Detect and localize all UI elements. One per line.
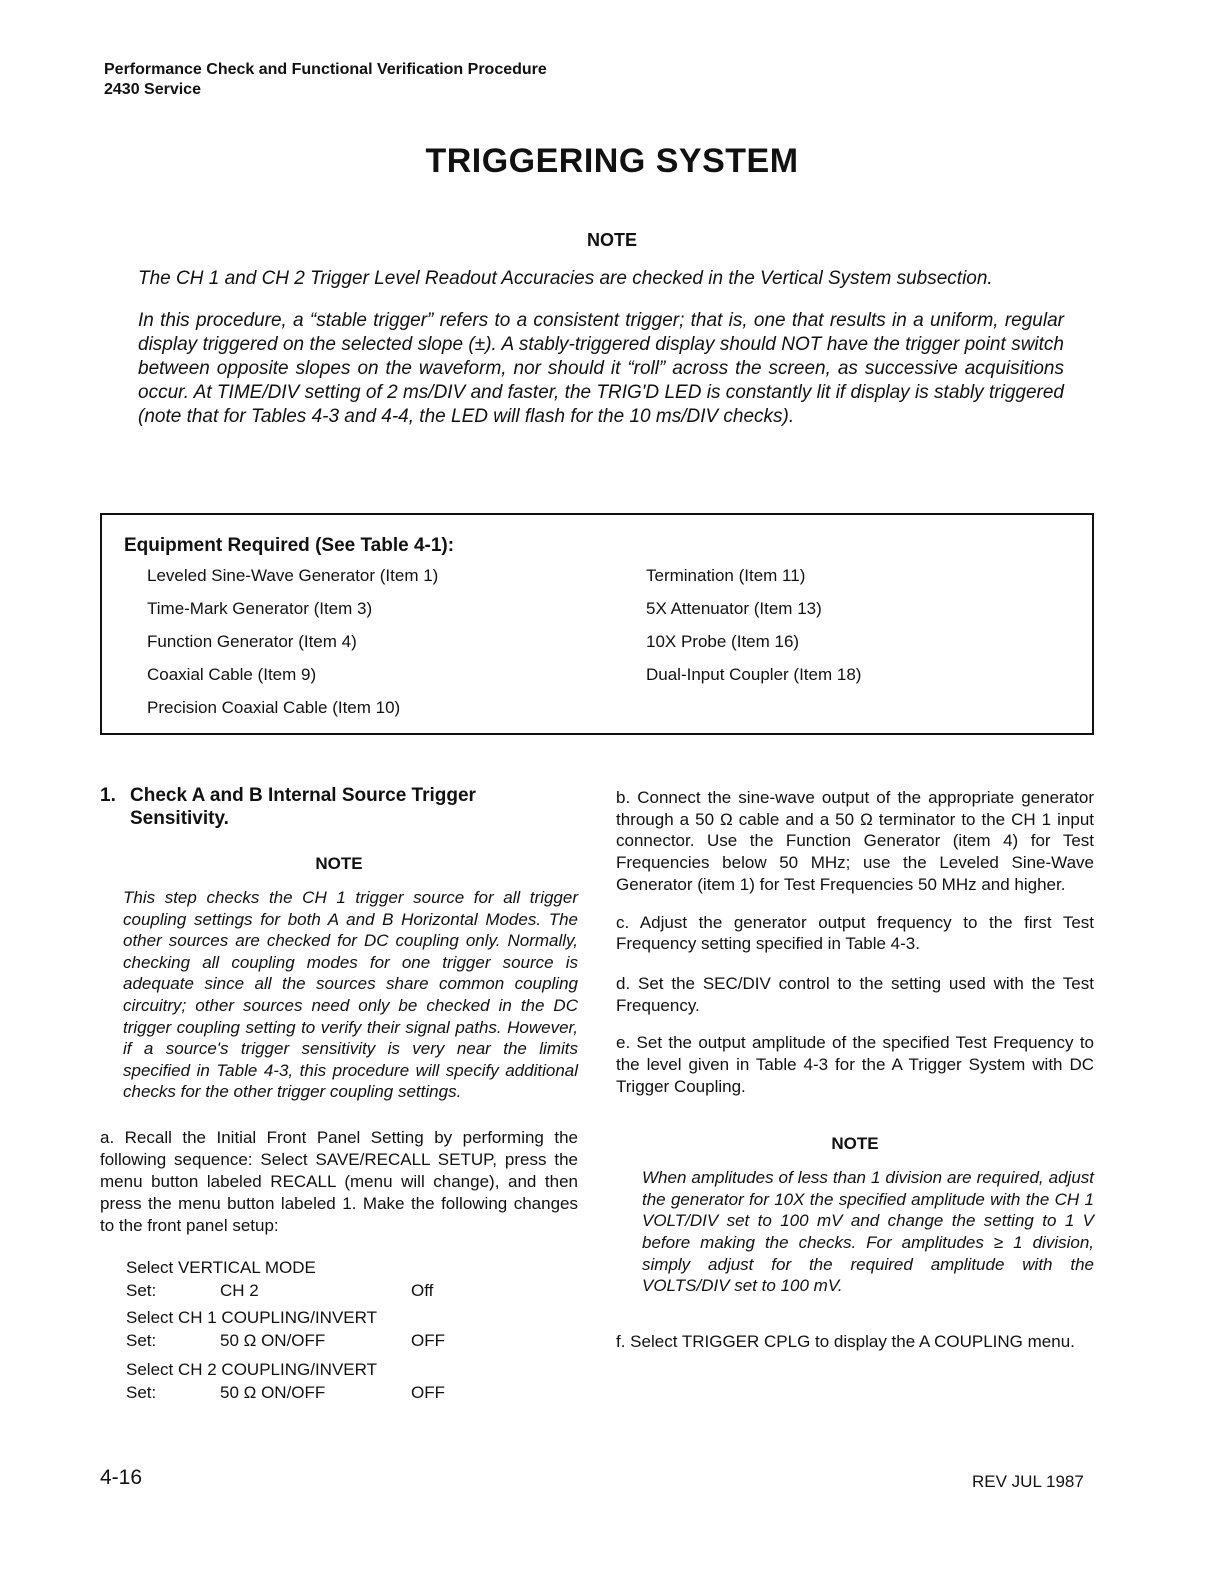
set-value: Off bbox=[411, 1280, 434, 1300]
note-body bbox=[138, 267, 1064, 447]
revision-date: REV JUL 1987 bbox=[972, 1472, 1084, 1491]
equipment-item: Termination (Item 11) bbox=[646, 566, 806, 585]
step-e: e. Set the output amplitude of the specified Test Frequency to the level given in Table 4-3 for the A Trigger System with DC Trigger Coupling. bbox=[616, 1033, 1094, 1096]
right-column bbox=[616, 787, 1094, 1352]
setup-row-1 bbox=[126, 1279, 578, 1302]
equipment-item: Function Generator (Item 4) bbox=[147, 632, 357, 651]
equipment-item: 5X Attenuator (Item 13) bbox=[646, 599, 822, 618]
step-d: d. Set the SEC/DIV control to the setting used with the Test Frequency. bbox=[616, 973, 1094, 1015]
step-b: b. Connect the sine-wave output of the appropriate generator through a 50 Ω cable and a 50 Ω terminator to the CH 1 input connector. Use the Function Generator (item 4) for Test Frequencies below 50 MHz; use the Leveled Sine-Wave Generator (item 1) for Test Frequencies 50 MHz and higher. bbox=[616, 788, 1094, 894]
note-paragraph-2: In this procedure, a “stable trigger” refers to a consistent trigger; that is, one that results in a uniform, regular display triggered on the selected slope (±). A stably-triggered display should NOT have the trigger point switch between opposite slopes on the waveform, nor should it “roll” across the screen, as successive acquisitions occur. At TIME/DIV setting of 2 ms/DIV and faster, the TRIG'D LED is constantly lit if display is stably triggered (note that for Tables 4-3 and 4-4, the LED will flash for the 10 ms/DIV checks). bbox=[138, 310, 1064, 427]
setup-select-2: Select CH 1 COUPLING/INVERT bbox=[126, 1307, 377, 1327]
step-1-heading bbox=[100, 784, 578, 830]
equipment-box bbox=[100, 513, 1094, 735]
page-number: 4-16 bbox=[100, 1466, 143, 1489]
step-a: a. Recall the Initial Front Panel Setting by performing the following sequence: Select SAVE/RECALL SETUP, press the menu button labeled RECALL (menu will change), and then press the menu button labeled 1. Make the following changes to the front panel setup: bbox=[100, 1127, 578, 1235]
step-note-body: This step checks the CH 1 trigger source for all trigger coupling settings for both A and B Horizontal Modes. The other sources are checked for DC coupling only. Normally, checking all coupling modes for one trigger source is adequate since all the sources share common coupling circuitry; other sources need only be checked in the DC trigger coupling setting to verify their signal paths. However, if a source's trigger sensitivity is very near the limits specified in Table 4-3, this procedure will specify additional checks for the other trigger coupling settings. bbox=[123, 888, 578, 1102]
step-title-text: Check A and B Internal Source Trigger Sensitivity. bbox=[130, 785, 476, 829]
setup-changes bbox=[126, 1256, 578, 1404]
note-paragraph-1: The CH 1 and CH 2 Trigger Level Readout Accuracies are checked in the Vertical System subsection. bbox=[138, 268, 993, 289]
page-title: TRIGGERING SYSTEM bbox=[425, 142, 799, 180]
equipment-item: Dual-Input Coupler (Item 18) bbox=[646, 665, 862, 684]
set-value: OFF bbox=[411, 1330, 445, 1350]
setup-select-3: Select CH 2 COUPLING/INVERT bbox=[126, 1359, 377, 1379]
set-item: CH 2 bbox=[220, 1280, 259, 1300]
set-label: Set: bbox=[126, 1382, 157, 1402]
step-f: f. Select TRIGGER CPLG to display the A COUPLING menu. bbox=[616, 1331, 1075, 1351]
running-header bbox=[104, 60, 547, 100]
equipment-left-column bbox=[147, 566, 438, 731]
equipment-item: Coaxial Cable (Item 9) bbox=[147, 665, 317, 684]
set-label: Set: bbox=[126, 1330, 157, 1350]
set-label: Set: bbox=[126, 1280, 157, 1300]
set-item: 50 Ω ON/OFF bbox=[220, 1382, 326, 1402]
step-note-2-heading: NOTE bbox=[831, 1134, 879, 1154]
setup-select-1: Select VERTICAL MODE bbox=[126, 1257, 316, 1277]
step-note-2-body: When amplitudes of less than 1 division are required, adjust the generator for 10X the specified amplitude with the CH 1 VOLT/DIV set to 100 mV and change the setting to 1 V before making the checks. For amplitudes ≥ 1 division, simply adjust for the required amplitude with the VOLTS/DIV set to 100 mV. bbox=[642, 1168, 1094, 1296]
equipment-item: Precision Coaxial Cable (Item 10) bbox=[147, 698, 401, 717]
set-item: 50 Ω ON/OFF bbox=[220, 1330, 326, 1350]
equipment-heading: Equipment Required (See Table 4-1): bbox=[124, 535, 455, 556]
header-line-2: 2430 Service bbox=[104, 81, 201, 98]
left-column bbox=[100, 784, 578, 1404]
setup-row-2 bbox=[126, 1329, 578, 1352]
equipment-item: Time-Mark Generator (Item 3) bbox=[147, 599, 373, 618]
equipment-right-column bbox=[646, 566, 861, 698]
set-value: OFF bbox=[411, 1382, 445, 1402]
setup-row-3 bbox=[126, 1381, 578, 1404]
equipment-item: Leveled Sine-Wave Generator (Item 1) bbox=[147, 566, 439, 585]
step-number: 1. bbox=[100, 785, 116, 806]
header-line-1: Performance Check and Functional Verification Procedure bbox=[104, 61, 547, 78]
step-note-heading: NOTE bbox=[315, 854, 363, 873]
note-heading: NOTE bbox=[586, 230, 637, 250]
step-c: c. Adjust the generator output frequency to the first Test Frequency setting specified in Table 4-3. bbox=[616, 912, 1094, 954]
equipment-item: 10X Probe (Item 16) bbox=[646, 632, 800, 651]
